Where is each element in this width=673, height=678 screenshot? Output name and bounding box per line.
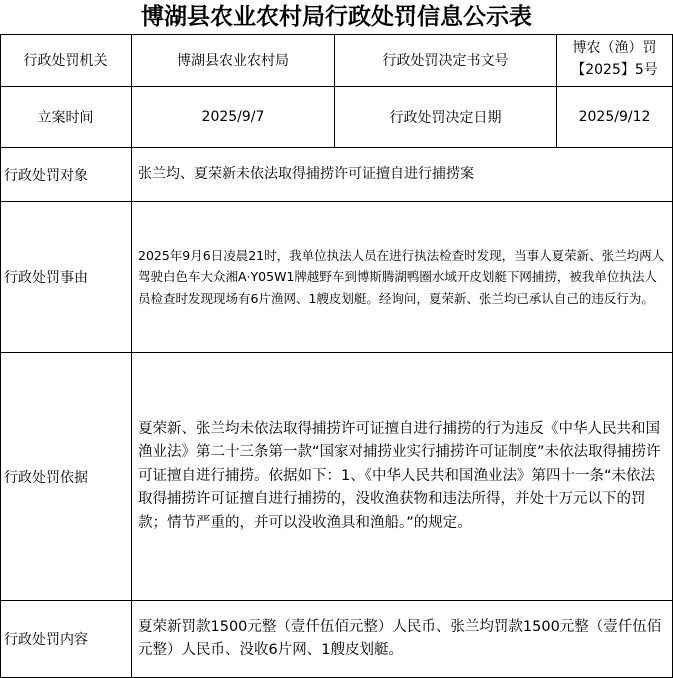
decision-date-label: 行政处罚决定日期 <box>335 87 557 148</box>
doc-no-value-line2: 【2025】5号 <box>571 62 658 78</box>
page-title: 博湖县农业农村局行政处罚信息公示表 <box>141 3 532 30</box>
authority-value: 博湖县农业农村局 <box>132 34 335 87</box>
reason-value: 2025年9月6日凌晨21时，我单位执法人员在进行执法检查时发现，当事人夏荣新、张兰均两人驾驶白色车大众湘A·Y05W1牌越野车到博斯腾湖鸭圈水域开皮划艇下网捕捞，被我单位执法人员检查时发现现场有6片渔网、1艘皮划艇。经询问，夏荣新、张兰均已承认自己的违反行为。 <box>0 202 673 353</box>
basis-label: 行政处罚依据 <box>0 353 132 601</box>
doc-no-label: 行政处罚决定书文号 <box>335 34 557 87</box>
target-label: 行政处罚对象 <box>0 148 132 202</box>
basis-value: 夏荣新、张兰均未依法取得捕捞许可证擅自进行捕捞的行为违反《中华人民共和国渔业法》第二十三条第一款“国家对捕捞业实行捕捞许可证制度”未依法取得捕捞许可证擅自进行捕捞。依据如下：1、《中华人民共和国渔业法》第四十一条“未依法取得捕捞许可证擅自进行捕捞的，没收渔获物和违法所得，并处十万元以下的罚款；情节严重的，并可以没收渔具和渔船。”的规定。 <box>132 353 673 601</box>
decision-date-value: 2025/9/12 <box>557 87 673 148</box>
authority-label: 行政处罚机关 <box>0 34 132 87</box>
filing-time-value: 2025/9/7 <box>132 87 335 148</box>
doc-no-value <box>557 34 673 87</box>
target-value: 张兰均、夏荣新未依法取得捕捞许可证擅自进行捕捞案 <box>132 148 673 202</box>
content-label: 行政处罚内容 <box>0 601 132 678</box>
doc-no-value-line1: 博农（渔）罚 <box>572 40 657 57</box>
penalty-info-table <box>0 34 673 678</box>
filing-time-label: 立案时间 <box>0 87 132 148</box>
reason-label: 行政处罚事由 <box>0 202 132 353</box>
content-value: 夏荣新罚款1500元整（壹仟伍佰元整）人民币、张兰均罚款1500元整（壹仟伍佰元整）人民币、没收6片网、1艘皮划艇。 <box>132 601 673 678</box>
